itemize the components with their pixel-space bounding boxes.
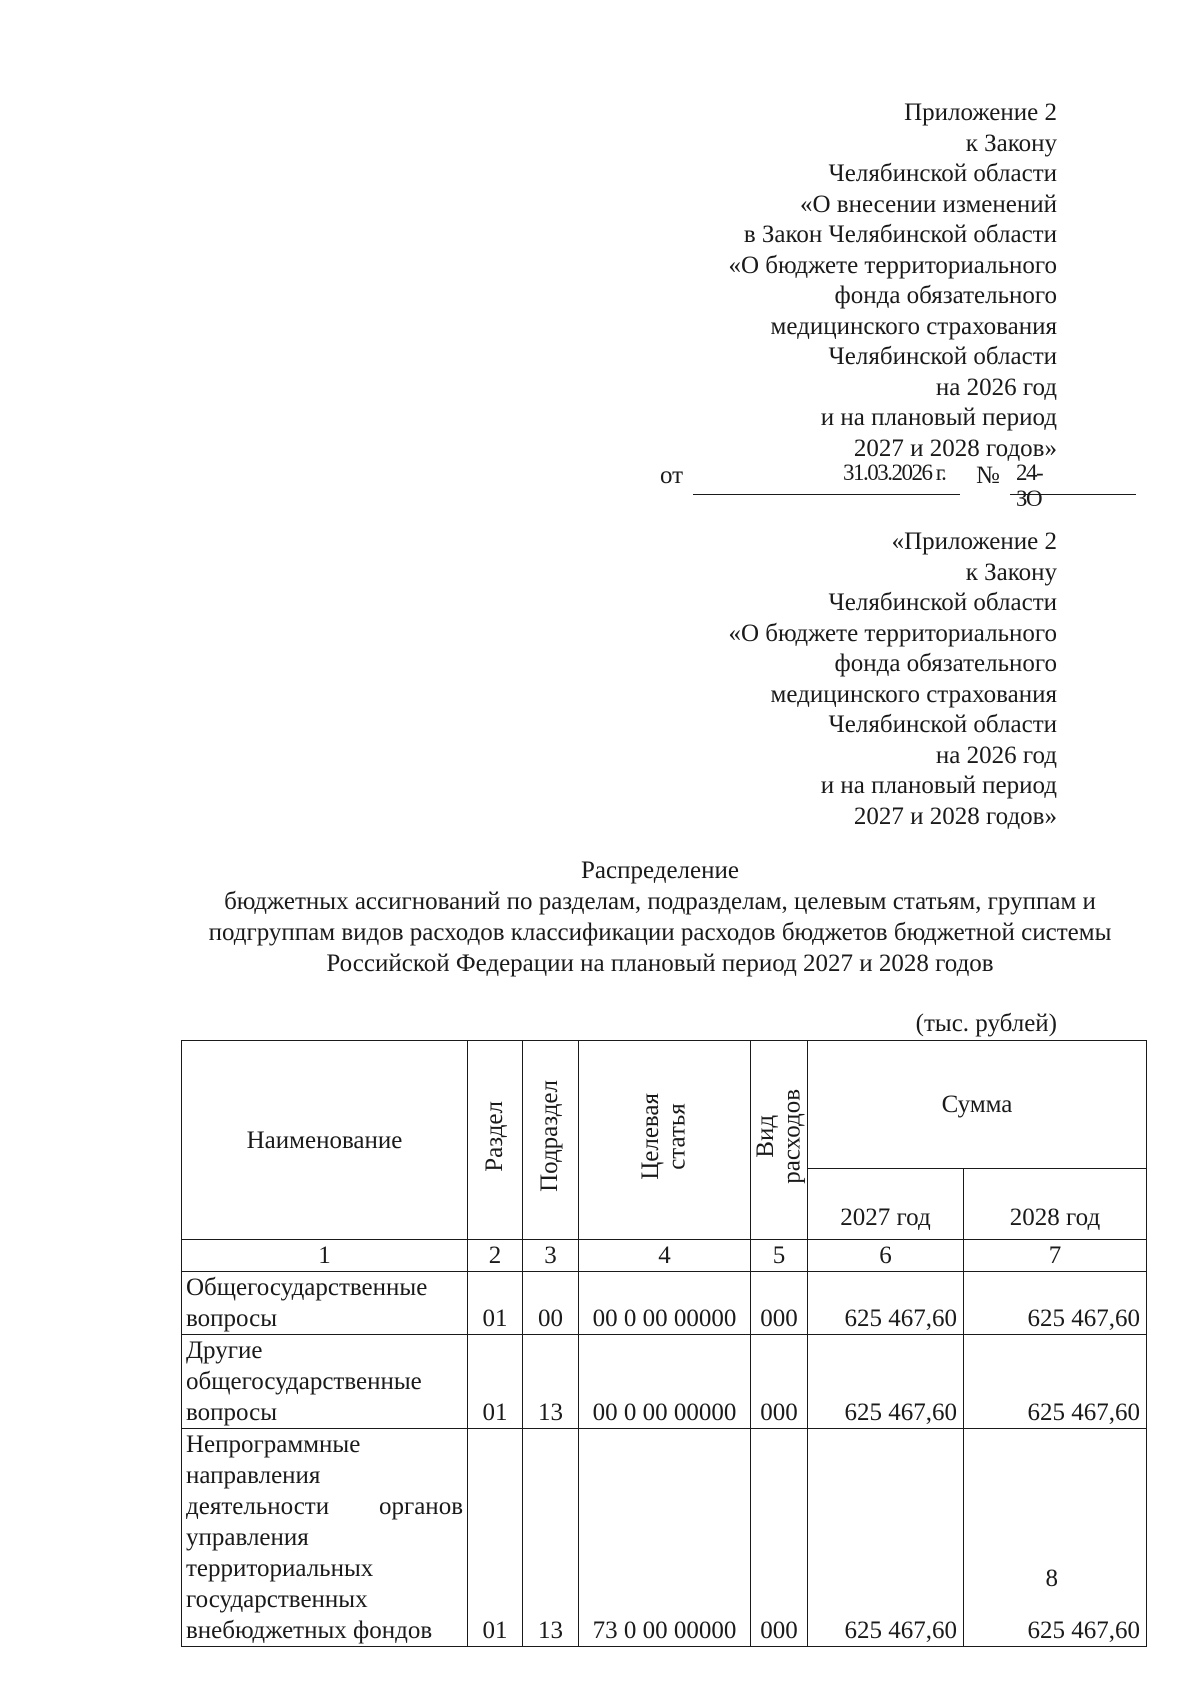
row-sum-2028: 625 467,60 [964,1335,1147,1429]
row-subsection: 13 [523,1335,579,1429]
header-year-2027: 2027 год [808,1169,964,1240]
header-name: Наименование [182,1041,468,1240]
column-number: 2 [468,1240,523,1272]
appendix-line: Челябинской области [828,711,1057,738]
row-name: Другие общегосударственные вопросы [182,1335,468,1429]
number-label: № [976,462,1000,489]
row-target-article: 73 0 00 00000 [579,1429,751,1647]
signature-row [660,460,1057,511]
appendix-line: Челябинской области [828,589,1057,616]
column-number: 6 [808,1240,964,1272]
units-label: (тыс. рублей) [915,1010,1057,1037]
row-subsection: 00 [523,1272,579,1335]
appendix-line: в Закон Челябинской области [743,221,1057,248]
row-section: 01 [468,1429,523,1647]
appendix-line: Челябинской области [828,343,1057,370]
header-section: Раздел [468,1041,523,1240]
appendix-line: медицинского страхования [770,312,1057,340]
appendix-line: 2027 и 2028 годов» [853,434,1057,462]
row-sum-2027: 625 467,60 [808,1429,964,1647]
appendix-line: медицинского страхования [770,680,1057,708]
row-sum-2028: 625 467,60 [964,1429,1147,1647]
column-number: 5 [751,1240,808,1272]
header-sum: Сумма [808,1041,1147,1169]
row-sum-2027: 625 467,60 [808,1272,964,1335]
appendix-line: и на плановый период [820,772,1057,799]
appendix-header-current [728,98,1057,464]
row-name: Непрограммные направления деятельности органов управления территориальных государственных внебюджетных фондов [182,1429,468,1647]
row-subsection: 13 [523,1429,579,1647]
header-subsection: Подраздел [523,1041,579,1240]
row-target-article: 00 0 00 00000 [579,1335,751,1429]
header-target-article: Целевая статья [579,1041,751,1240]
row-target-article: 00 0 00 00000 [579,1272,751,1335]
appendix-line: Приложение 2 [904,99,1057,126]
table-row [182,1335,1147,1429]
column-number: 3 [523,1240,579,1272]
column-number: 7 [964,1240,1147,1272]
appendix-line: к Закону [965,558,1057,586]
row-sum-2027: 625 467,60 [808,1335,964,1429]
appendix-line: «Приложение 2 [891,528,1057,555]
row-section: 01 [468,1335,523,1429]
row-expense-type: 000 [751,1335,808,1429]
appendix-line: «О внесении изменений [799,190,1057,218]
appendix-line: на 2026 год [935,741,1057,769]
appendix-line: фонда обязательного [834,282,1057,309]
header-expense-type: Вид расходов [751,1041,808,1240]
row-expense-type: 000 [751,1272,808,1335]
title-line: бюджетных ассигнований по разделам, подразделам, целевым статьям, группам и [224,888,1096,915]
document-title [150,855,1170,979]
page-number: 8 [1045,1565,1058,1592]
appendix-line: и на плановый период [820,404,1057,431]
table-row [182,1429,1147,1647]
appendix-line: на 2026 год [935,373,1057,401]
law-number: 24-ЗО [1016,460,1043,511]
date-underline [693,494,960,495]
title-heading: Распределение [581,857,739,884]
from-label: от [660,462,684,489]
budget-table [181,1040,1147,1647]
appendix-header-original [728,527,1057,832]
appendix-line: «О бюджете территориального [728,251,1057,279]
column-number: 4 [579,1240,751,1272]
column-number: 1 [182,1240,468,1272]
header-year-2028: 2028 год [964,1169,1147,1240]
row-sum-2028: 625 467,60 [964,1272,1147,1335]
row-name: Общегосударственные вопросы [182,1272,468,1335]
title-line: Российской Федерации на плановый период 2027 и 2028 годов [326,950,994,977]
column-number-row [182,1240,1147,1272]
appendix-line: Челябинской области [828,160,1057,187]
appendix-line: «О бюджете территориального [728,619,1057,647]
row-expense-type: 000 [751,1429,808,1647]
appendix-line: к Закону [965,129,1057,157]
appendix-line: 2027 и 2028 годов» [853,802,1057,830]
title-line: подгруппам видов расходов классификации расходов бюджетов бюджетной системы [208,919,1112,946]
law-date: 31.03.2026 г. [843,460,946,485]
row-section: 01 [468,1272,523,1335]
table-row [182,1272,1147,1335]
appendix-line: фонда обязательного [834,650,1057,677]
